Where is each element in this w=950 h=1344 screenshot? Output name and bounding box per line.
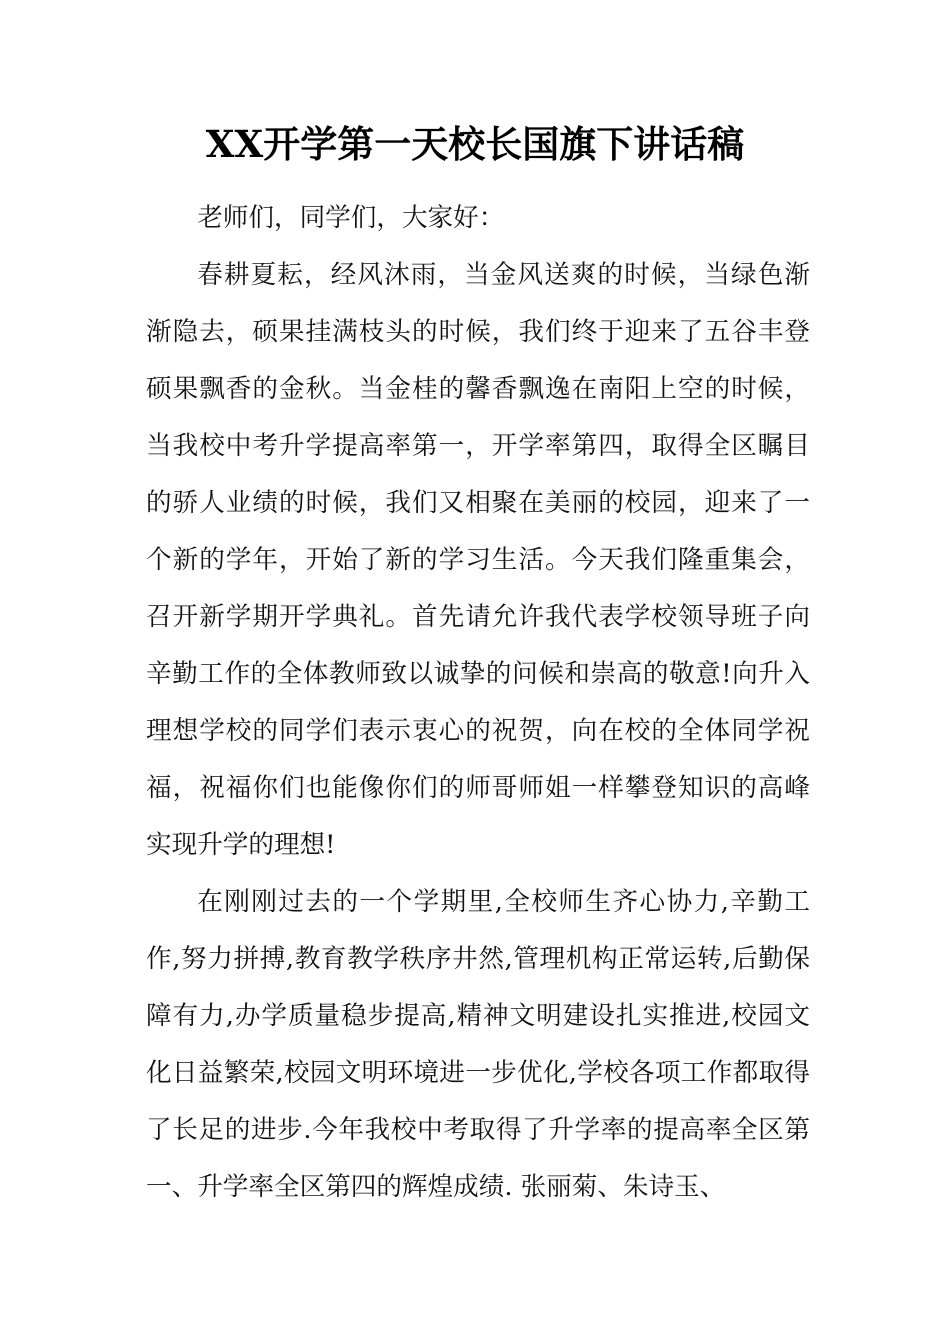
paragraph-review: 在刚刚过去的一个学期里,全校师生齐心协力,辛勤工作,努力拼搏,教育教学秩序井然,管理机构正常运转,后勤保障有力,办学质量稳步提高,精神文明建设扎实推进,校园文化日益繁荣,校园文明环境进一步优化,学校各项工作都取得了长足的进步.今年我校中考取得了升学率的提高率全区第一、升学率全区第四的辉煌成绩. 张丽菊、朱诗玉、 (146, 887, 810, 1202)
document-body (146, 190, 810, 1216)
paragraph-opening: 春耕夏耘，经风沐雨，当金风送爽的时候，当绿色渐渐隐去，硕果挂满枝头的时候，我们终于迎来了五谷丰登硕果飘香的金秋。当金桂的馨香飘逸在南阳上空的时候，当我校中考升学提高率第一，开学率第四，取得全区瞩目的骄人业绩的时候，我们又相聚在美丽的校园，迎来了一个新的学年，开始了新的学习生活。今天我们隆重集会，召开新学期开学典礼。首先请允许我代表学校领导班子向辛勤工作的全体教师致以诚挚的问候和崇高的敬意!向升入理想学校的同学们表示衷心的祝贺，向在校的全体同学祝福，祝福你们也能像你们的师哥师姐一样攀登知识的高峰实现升学的理想! (146, 260, 810, 860)
document-title: XX开学第一天校长国旗下讲话稿 (205, 122, 745, 166)
paragraph-greeting: 老师们，同学们，大家好： (197, 203, 505, 233)
